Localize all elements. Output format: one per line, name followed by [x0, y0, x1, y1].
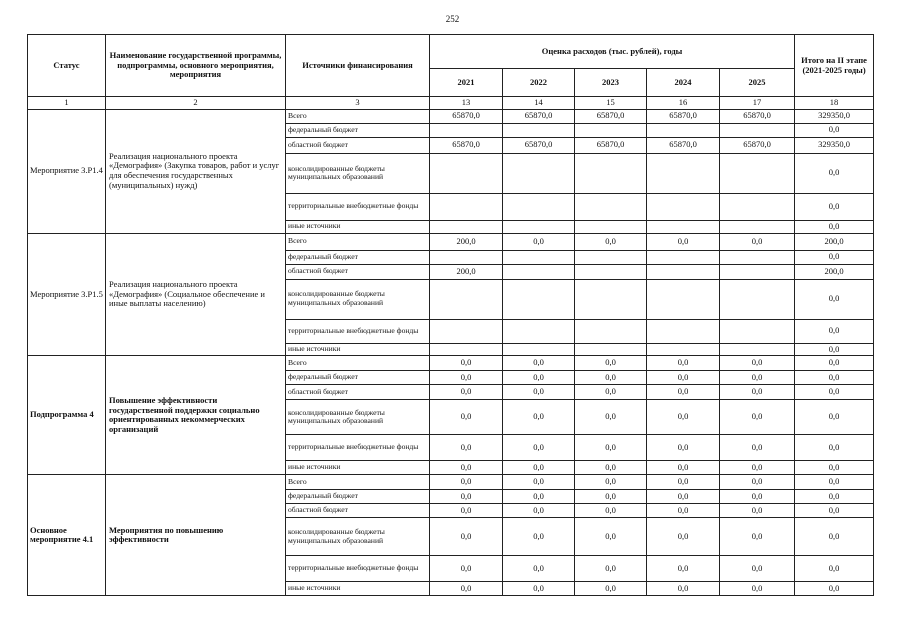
- year-value-cell: 0,0: [647, 400, 720, 435]
- year-value-cell: 0,0: [430, 435, 503, 461]
- year-value-cell: 0,0: [430, 371, 503, 385]
- year-value-cell: 0,0: [720, 582, 795, 596]
- year-value-cell: 0,0: [647, 490, 720, 504]
- total-value-cell: 0,0: [795, 371, 874, 385]
- year-value-cell: 200,0: [430, 264, 503, 279]
- year-value-cell: 65870,0: [503, 137, 575, 153]
- year-value-cell: [503, 250, 575, 264]
- year-value-cell: 0,0: [575, 556, 647, 582]
- funding-source: областной бюджет: [286, 504, 430, 518]
- year-value-cell: [720, 279, 795, 319]
- year-value-cell: 0,0: [575, 233, 647, 250]
- year-value-cell: [503, 123, 575, 137]
- header-year: 2024: [647, 69, 720, 97]
- year-value-cell: [720, 250, 795, 264]
- year-value-cell: 0,0: [720, 504, 795, 518]
- year-value-cell: 0,0: [720, 435, 795, 461]
- year-value-cell: 0,0: [430, 490, 503, 504]
- funding-source: консолидированные бюджеты муниципальных образований: [286, 400, 430, 435]
- year-value-cell: 0,0: [575, 475, 647, 490]
- year-value-cell: [503, 153, 575, 193]
- year-value-cell: 0,0: [647, 461, 720, 475]
- total-value-cell: 0,0: [795, 153, 874, 193]
- year-value-cell: 65870,0: [720, 109, 795, 123]
- funding-source: консолидированные бюджеты муниципальных образований: [286, 153, 430, 193]
- year-value-cell: 0,0: [575, 385, 647, 400]
- year-value-cell: 0,0: [503, 435, 575, 461]
- year-value-cell: [575, 193, 647, 220]
- total-value-cell: 0,0: [795, 504, 874, 518]
- funding-source: федеральный бюджет: [286, 250, 430, 264]
- year-value-cell: 0,0: [430, 356, 503, 371]
- year-value-cell: 0,0: [503, 582, 575, 596]
- year-value-cell: 0,0: [430, 400, 503, 435]
- column-number: 13: [430, 97, 503, 110]
- total-value-cell: 0,0: [795, 123, 874, 137]
- year-value-cell: 0,0: [720, 233, 795, 250]
- column-number: 15: [575, 97, 647, 110]
- funding-source: федеральный бюджет: [286, 490, 430, 504]
- year-value-cell: [430, 250, 503, 264]
- header-estimate: Оценка расходов (тыс. рублей), годы: [430, 35, 795, 69]
- year-value-cell: 65870,0: [647, 109, 720, 123]
- year-value-cell: [503, 220, 575, 233]
- funding-source: иные источники: [286, 220, 430, 233]
- year-value-cell: [575, 250, 647, 264]
- table-row: [28, 233, 874, 250]
- row-status: Основное мероприятие 4.1: [28, 475, 106, 596]
- column-number: 18: [795, 97, 874, 110]
- year-value-cell: [503, 319, 575, 343]
- year-value-cell: [647, 153, 720, 193]
- year-value-cell: 0,0: [647, 435, 720, 461]
- total-value-cell: 0,0: [795, 435, 874, 461]
- year-value-cell: 0,0: [575, 490, 647, 504]
- year-value-cell: 65870,0: [720, 137, 795, 153]
- funding-source: иные источники: [286, 343, 430, 356]
- year-value-cell: [720, 153, 795, 193]
- year-value-cell: 0,0: [720, 385, 795, 400]
- year-value-cell: [430, 319, 503, 343]
- table-row: [28, 109, 874, 123]
- year-value-cell: [720, 193, 795, 220]
- funding-source: Всего: [286, 356, 430, 371]
- year-value-cell: 0,0: [720, 356, 795, 371]
- column-number: 14: [503, 97, 575, 110]
- total-value-cell: 0,0: [795, 400, 874, 435]
- year-value-cell: [720, 343, 795, 356]
- year-value-cell: 0,0: [720, 518, 795, 556]
- header-status: Статус: [28, 35, 106, 97]
- row-status: Подпрограмма 4: [28, 356, 106, 475]
- year-value-cell: 0,0: [575, 461, 647, 475]
- year-value-cell: 0,0: [647, 504, 720, 518]
- year-value-cell: 0,0: [720, 490, 795, 504]
- year-value-cell: [720, 220, 795, 233]
- year-value-cell: [503, 193, 575, 220]
- row-name: Повышение эффективности государственной поддержки социально ориентированных некоммерческих организаций: [106, 356, 286, 475]
- year-value-cell: 0,0: [575, 504, 647, 518]
- year-value-cell: [647, 250, 720, 264]
- total-value-cell: 200,0: [795, 264, 874, 279]
- year-value-cell: 65870,0: [575, 109, 647, 123]
- budget-table: [27, 34, 874, 596]
- header-year: 2021: [430, 69, 503, 97]
- year-value-cell: [503, 343, 575, 356]
- year-value-cell: 0,0: [503, 518, 575, 556]
- year-value-cell: 65870,0: [503, 109, 575, 123]
- total-value-cell: 0,0: [795, 582, 874, 596]
- year-value-cell: [647, 264, 720, 279]
- total-value-cell: 0,0: [795, 356, 874, 371]
- total-value-cell: 0,0: [795, 193, 874, 220]
- year-value-cell: 0,0: [503, 385, 575, 400]
- funding-source: территориальные внебюджетные фонды: [286, 435, 430, 461]
- year-value-cell: [647, 319, 720, 343]
- year-value-cell: 0,0: [430, 385, 503, 400]
- funding-source: Всего: [286, 109, 430, 123]
- row-status: Мероприятие 3.Р1.4: [28, 109, 106, 233]
- total-value-cell: 0,0: [795, 220, 874, 233]
- year-value-cell: 65870,0: [430, 137, 503, 153]
- year-value-cell: 0,0: [575, 356, 647, 371]
- funding-source: областной бюджет: [286, 137, 430, 153]
- year-value-cell: [575, 264, 647, 279]
- column-number: 1: [28, 97, 106, 110]
- year-value-cell: 0,0: [575, 518, 647, 556]
- year-value-cell: 0,0: [720, 461, 795, 475]
- page-number: 252: [445, 14, 460, 24]
- year-value-cell: 65870,0: [430, 109, 503, 123]
- year-value-cell: 0,0: [503, 400, 575, 435]
- year-value-cell: [430, 279, 503, 319]
- year-value-cell: 0,0: [503, 461, 575, 475]
- year-value-cell: [575, 220, 647, 233]
- column-number: 17: [720, 97, 795, 110]
- table-row: [28, 356, 874, 371]
- year-value-cell: 0,0: [720, 475, 795, 490]
- row-name: Мероприятия по повышению эффективности: [106, 475, 286, 596]
- funding-source: иные источники: [286, 582, 430, 596]
- year-value-cell: 0,0: [720, 400, 795, 435]
- year-value-cell: [647, 343, 720, 356]
- year-value-cell: 0,0: [575, 371, 647, 385]
- header-source: Источники финансирования: [286, 35, 430, 97]
- year-value-cell: [430, 193, 503, 220]
- total-value-cell: 0,0: [795, 461, 874, 475]
- row-status: Мероприятие 3.Р1.5: [28, 233, 106, 356]
- header-year: 2023: [575, 69, 647, 97]
- funding-source: Всего: [286, 233, 430, 250]
- year-value-cell: 0,0: [647, 475, 720, 490]
- year-value-cell: 65870,0: [647, 137, 720, 153]
- year-value-cell: 0,0: [647, 233, 720, 250]
- year-value-cell: [647, 279, 720, 319]
- year-value-cell: 200,0: [430, 233, 503, 250]
- table-body: [28, 109, 874, 596]
- year-value-cell: [575, 279, 647, 319]
- year-value-cell: [720, 264, 795, 279]
- total-value-cell: 329350,0: [795, 109, 874, 123]
- year-value-cell: 0,0: [503, 233, 575, 250]
- year-value-cell: [647, 193, 720, 220]
- year-value-cell: [575, 123, 647, 137]
- column-number: 2: [106, 97, 286, 110]
- year-value-cell: 0,0: [575, 400, 647, 435]
- year-value-cell: 0,0: [503, 556, 575, 582]
- header-year: 2025: [720, 69, 795, 97]
- year-value-cell: 0,0: [503, 490, 575, 504]
- year-value-cell: [575, 343, 647, 356]
- total-value-cell: 0,0: [795, 250, 874, 264]
- funding-source: территориальные внебюджетные фонды: [286, 319, 430, 343]
- year-value-cell: 0,0: [430, 461, 503, 475]
- total-value-cell: 0,0: [795, 490, 874, 504]
- year-value-cell: 0,0: [647, 556, 720, 582]
- funding-source: федеральный бюджет: [286, 123, 430, 137]
- funding-source: консолидированные бюджеты муниципальных образований: [286, 518, 430, 556]
- year-value-cell: [720, 319, 795, 343]
- total-value-cell: 0,0: [795, 556, 874, 582]
- total-value-cell: 0,0: [795, 518, 874, 556]
- funding-source: территориальные внебюджетные фонды: [286, 556, 430, 582]
- funding-source: областной бюджет: [286, 264, 430, 279]
- year-value-cell: [430, 123, 503, 137]
- year-value-cell: [575, 153, 647, 193]
- year-value-cell: [647, 220, 720, 233]
- year-value-cell: 0,0: [430, 518, 503, 556]
- total-value-cell: 0,0: [795, 279, 874, 319]
- header-year: 2022: [503, 69, 575, 97]
- year-value-cell: [430, 343, 503, 356]
- funding-source: иные источники: [286, 461, 430, 475]
- funding-source: консолидированные бюджеты муниципальных образований: [286, 279, 430, 319]
- column-number-row: [28, 97, 874, 110]
- year-value-cell: 0,0: [503, 504, 575, 518]
- header-name: Наименование государственной программы, подпрограммы, основного мероприятия, мероприятия: [106, 35, 286, 97]
- year-value-cell: [720, 123, 795, 137]
- total-value-cell: 0,0: [795, 475, 874, 490]
- year-value-cell: [430, 153, 503, 193]
- year-value-cell: 0,0: [575, 582, 647, 596]
- year-value-cell: [430, 220, 503, 233]
- year-value-cell: 0,0: [647, 356, 720, 371]
- year-value-cell: [503, 264, 575, 279]
- column-number: 16: [647, 97, 720, 110]
- year-value-cell: 0,0: [647, 371, 720, 385]
- year-value-cell: 0,0: [430, 556, 503, 582]
- year-value-cell: 0,0: [430, 504, 503, 518]
- year-value-cell: 0,0: [430, 582, 503, 596]
- year-value-cell: 0,0: [720, 371, 795, 385]
- year-value-cell: 0,0: [503, 356, 575, 371]
- total-value-cell: 329350,0: [795, 137, 874, 153]
- row-name: Реализация национального проекта «Демография» (Закупка товаров, работ и услуг для обеспечения государственных (муниципальных) нужд): [106, 109, 286, 233]
- funding-source: областной бюджет: [286, 385, 430, 400]
- year-value-cell: [503, 279, 575, 319]
- funding-source: Всего: [286, 475, 430, 490]
- total-value-cell: 0,0: [795, 385, 874, 400]
- total-value-cell: 200,0: [795, 233, 874, 250]
- funding-source: федеральный бюджет: [286, 371, 430, 385]
- total-value-cell: 0,0: [795, 319, 874, 343]
- year-value-cell: 65870,0: [575, 137, 647, 153]
- year-value-cell: 0,0: [503, 475, 575, 490]
- year-value-cell: 0,0: [720, 556, 795, 582]
- year-value-cell: 0,0: [647, 518, 720, 556]
- year-value-cell: 0,0: [647, 385, 720, 400]
- year-value-cell: 0,0: [647, 582, 720, 596]
- year-value-cell: [647, 123, 720, 137]
- column-number: 3: [286, 97, 430, 110]
- funding-source: территориальные внебюджетные фонды: [286, 193, 430, 220]
- year-value-cell: 0,0: [503, 371, 575, 385]
- total-value-cell: 0,0: [795, 343, 874, 356]
- year-value-cell: 0,0: [430, 475, 503, 490]
- year-value-cell: 0,0: [575, 435, 647, 461]
- row-name: Реализация национального проекта «Демография» (Социальное обеспечение и иные выплаты населению): [106, 233, 286, 356]
- table-row: [28, 475, 874, 490]
- header-total: Итого на II этапе (2021-2025 годы): [795, 35, 874, 97]
- year-value-cell: [575, 319, 647, 343]
